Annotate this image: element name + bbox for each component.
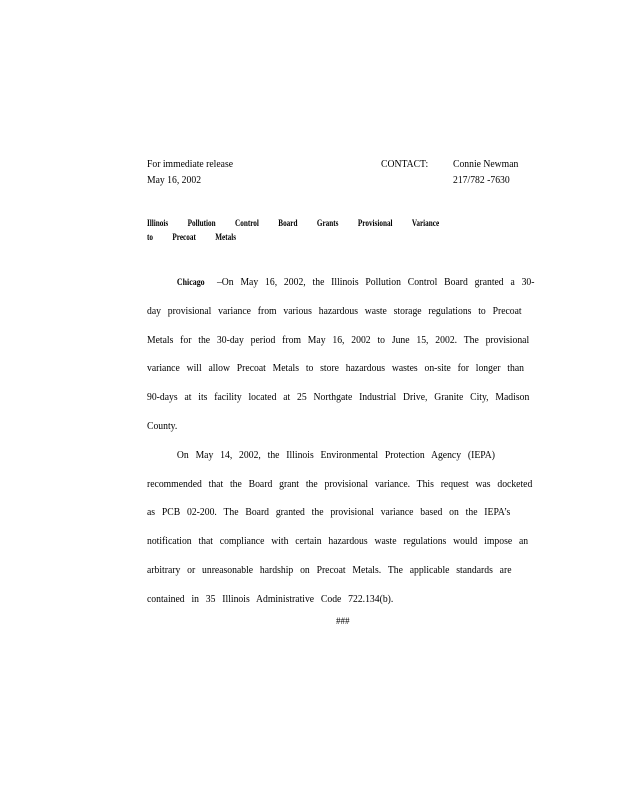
paragraph-2-text: On May 14, 2002, the Illinois Environmental Protection Agency (IEPA) recommended that the Board grant the provisional variance. This request was docketed as PCB 02-200. The Board granted the provisional variance based on the IEPA’s notification that compliance with certain hazardous waste regulations would impose an arbitrary or unreasonable hardship on Precoat Metals. The applicable standards are contained in 35 Illinois Administrative Code 722.134(b). <box>147 448 533 605</box>
release-label: For immediate release <box>147 158 234 170</box>
end-marker: ### <box>336 616 350 626</box>
contact-name: Connie Newman <box>453 158 519 170</box>
body-paragraph-2 <box>147 441 543 614</box>
contact-phone: 217/782 -7630 <box>453 174 510 186</box>
press-release-body <box>147 268 547 614</box>
contact-label: CONTACT: <box>381 158 429 170</box>
body-paragraph-1 <box>147 268 543 441</box>
dateline: Chicago <box>176 277 205 287</box>
press-release-title: Illinois Pollution Control Board Grants Provisional Variance to Precoat Metals <box>147 218 440 242</box>
paragraph-1-text: –On May 16, 2002, the Illinois Pollution Control Board granted a 30-day provisional variance from various hazardous waste storage regulations to Precoat Metals for the 30-day period from May 16, 2002 to June 15, 2002. The provisional variance will allow Precoat Metals to store hazardous wastes on-site for longer than 90-days at its facility located at 25 Northgate Industrial Drive, Granite City, Madison County. <box>147 276 535 432</box>
release-date: May 16, 2002 <box>147 174 202 186</box>
